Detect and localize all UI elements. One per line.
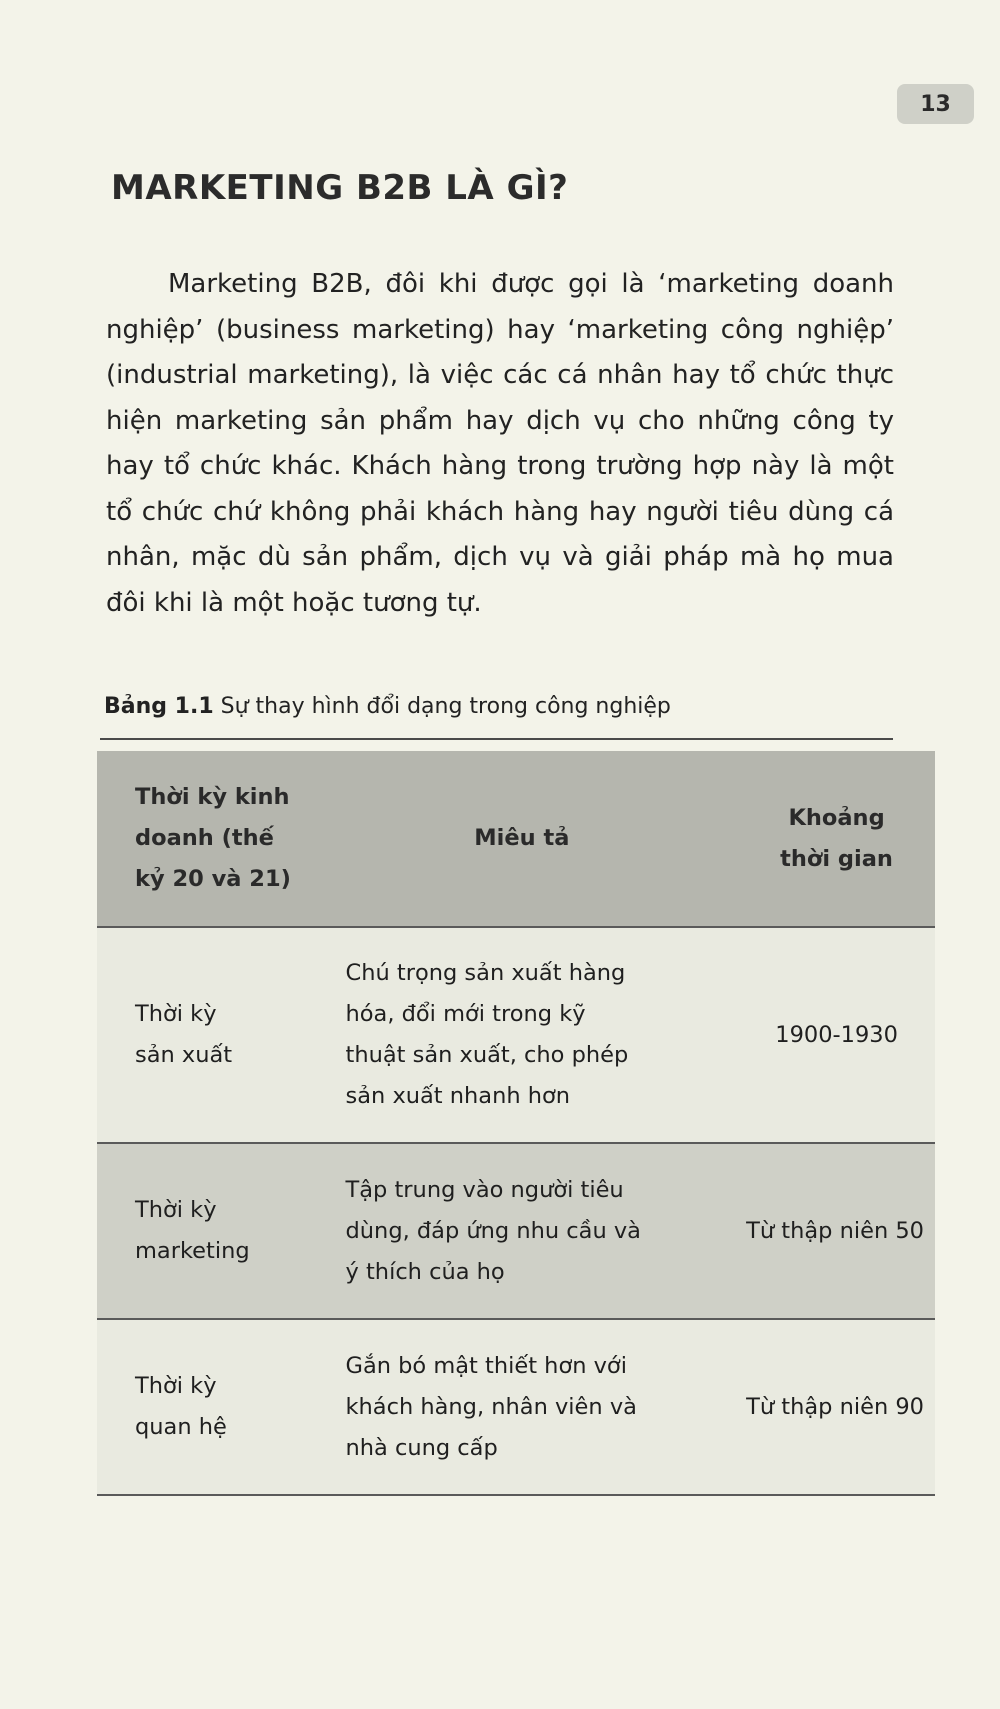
table-row (97, 927, 935, 1143)
row-description: Tập trung vào người tiêu dùng, đáp ứng nhu cầu và ý thích của họ (345, 1176, 641, 1285)
page-number-badge: 13 (897, 84, 974, 124)
header-description: Miêu tả (474, 825, 570, 851)
caption-divider (100, 738, 893, 740)
table-caption-text: Sự thay hình đổi dạng trong công nghiệp (213, 694, 671, 719)
header-range: Khoảng thời gian (780, 804, 893, 872)
row-description: Chú trọng sản xuất hàng hóa, đổi mới trong kỹ thuật sản xuất, cho phép sản xuất nhanh hơn (345, 960, 629, 1109)
table-row (97, 1319, 935, 1495)
row-period: Thời kỳ quan hệ (135, 1373, 227, 1440)
row-description: Gắn bó mật thiết hơn với khách hàng, nhân viên và nhà cung cấp (345, 1352, 637, 1461)
row-range: Từ thập niên 50 (746, 1217, 924, 1244)
table-caption (104, 694, 894, 719)
body-paragraph: Marketing B2B, đôi khi được gọi là ‘marketing doanh nghiệp’ (business marketing) hay ‘marketing công nghiệp’ (industrial marketing), là việc các cá nhân hay tổ chức thực hiện marketing sản phẩm hay dịch vụ cho những công ty hay tổ chức khác. Khách hàng trong trường hợp này là một tổ chức chứ không phải khách hàng hay người tiêu dùng cá nhân, mặc dù sản phẩm, dịch vụ và giải pháp mà họ mua đôi khi là một hoặc tương tự. (106, 269, 894, 618)
section-title: MARKETING B2B LÀ GÌ? (111, 168, 569, 208)
row-range: Từ thập niên 90 (746, 1393, 924, 1420)
table-header-row (97, 751, 935, 927)
industry-eras-table (97, 751, 935, 1496)
table-caption-label: Bảng 1.1 (104, 694, 214, 719)
header-period: Thời kỳ kinh doanh (thế kỷ 20 và 21) (135, 784, 291, 892)
row-range: 1900-1930 (775, 1021, 898, 1048)
table-row (97, 1143, 935, 1319)
row-period: Thời kỳ marketing (135, 1197, 250, 1264)
row-period: Thời kỳ sản xuất (135, 1001, 233, 1068)
